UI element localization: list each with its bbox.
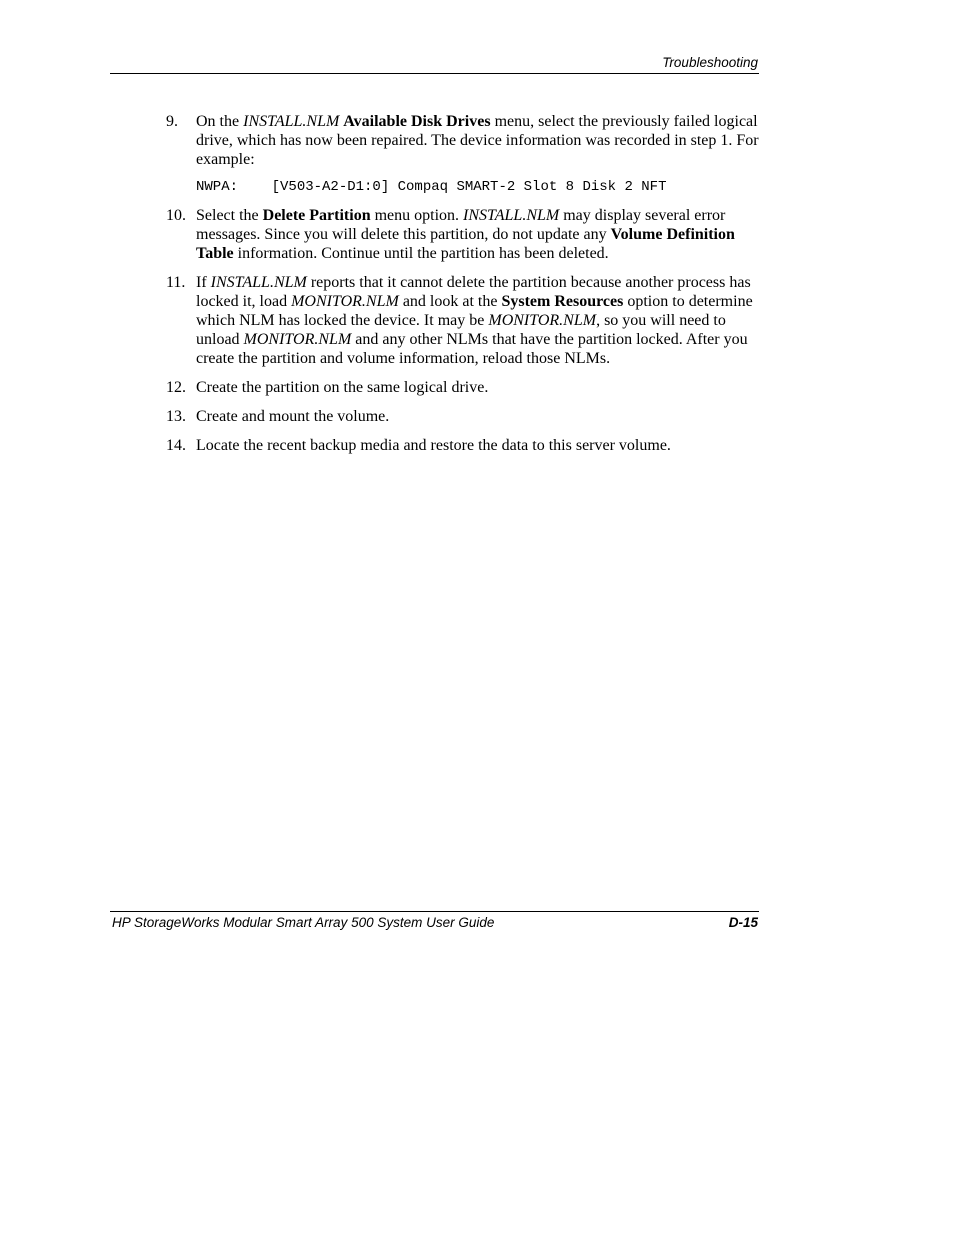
bold-term: Volume Definition Table: [196, 226, 735, 262]
step-item: [166, 436, 762, 455]
step-text: [196, 273, 762, 368]
italic-term: INSTALL.NLM: [463, 207, 560, 224]
step-number: 10.: [166, 207, 186, 224]
bold-term: Available Disk Drives: [343, 113, 491, 130]
header-rule: [110, 73, 759, 74]
running-header: Troubleshooting: [662, 55, 758, 70]
step-text: [196, 378, 762, 397]
step-item: [166, 112, 762, 196]
text-run: menu, select the previously failed logical drive, which has now been repaired. The device information was recorded in step 1. For example:: [196, 113, 759, 168]
italic-term: MONITOR.NLM: [488, 312, 597, 329]
step-text: [196, 436, 762, 455]
step-item: [166, 206, 762, 263]
text-run: may display several error messages. Since you will delete this partition, do not update any: [196, 207, 726, 243]
italic-term: INSTALL.NLM: [210, 274, 307, 291]
text-run: and any other NLMs that have the partition locked. After you create the partition and volume information, reload those NLMs.: [196, 331, 748, 367]
bold-term: Delete Partition: [262, 207, 371, 224]
step-item: [166, 378, 762, 397]
step-number: 9.: [166, 113, 178, 130]
italic-term: INSTALL.NLM: [243, 113, 340, 130]
text-run: reports that it cannot delete the partition because another process has locked it, load: [196, 274, 751, 310]
step-item: [166, 407, 762, 426]
italic-term: MONITOR.NLM: [243, 331, 352, 348]
step-number: 13.: [166, 408, 186, 425]
text-run: Select the: [196, 207, 263, 224]
code-example: NWPA: [V503-A2-D1:0] Compaq SMART-2 Slot 8 Disk 2 NFT: [196, 179, 667, 195]
text-run: If: [196, 274, 211, 291]
step-text: [196, 112, 762, 169]
text-run: Create and mount the volume.: [196, 408, 390, 425]
step-text: [196, 407, 762, 426]
italic-term: MONITOR.NLM: [291, 293, 399, 310]
text-run: and look at the: [398, 293, 502, 310]
step-number: 12.: [166, 379, 186, 396]
step-list: [166, 112, 762, 465]
text-run: menu option.: [370, 207, 464, 224]
text-run: Create the partition on the same logical drive.: [196, 379, 489, 396]
footer-guide-title: HP StorageWorks Modular Smart Array 500 System User Guide: [112, 915, 495, 930]
footer-rule: [110, 911, 759, 912]
page-number: D-15: [728, 915, 758, 930]
text-run: Locate the recent backup media and restore the data to this server volume.: [196, 437, 671, 454]
bold-term: System Resources: [501, 293, 624, 310]
step-text: [196, 206, 762, 263]
text-run: information. Continue until the partition has been deleted.: [233, 245, 609, 262]
step-number: 14.: [166, 437, 186, 454]
text-run: option to determine which NLM has locked the device. It may be: [196, 293, 753, 329]
step-number: 11.: [166, 274, 186, 291]
step-item: [166, 273, 762, 368]
text-run: On the: [196, 113, 244, 130]
text-run: , so you will need to unload: [196, 312, 726, 348]
